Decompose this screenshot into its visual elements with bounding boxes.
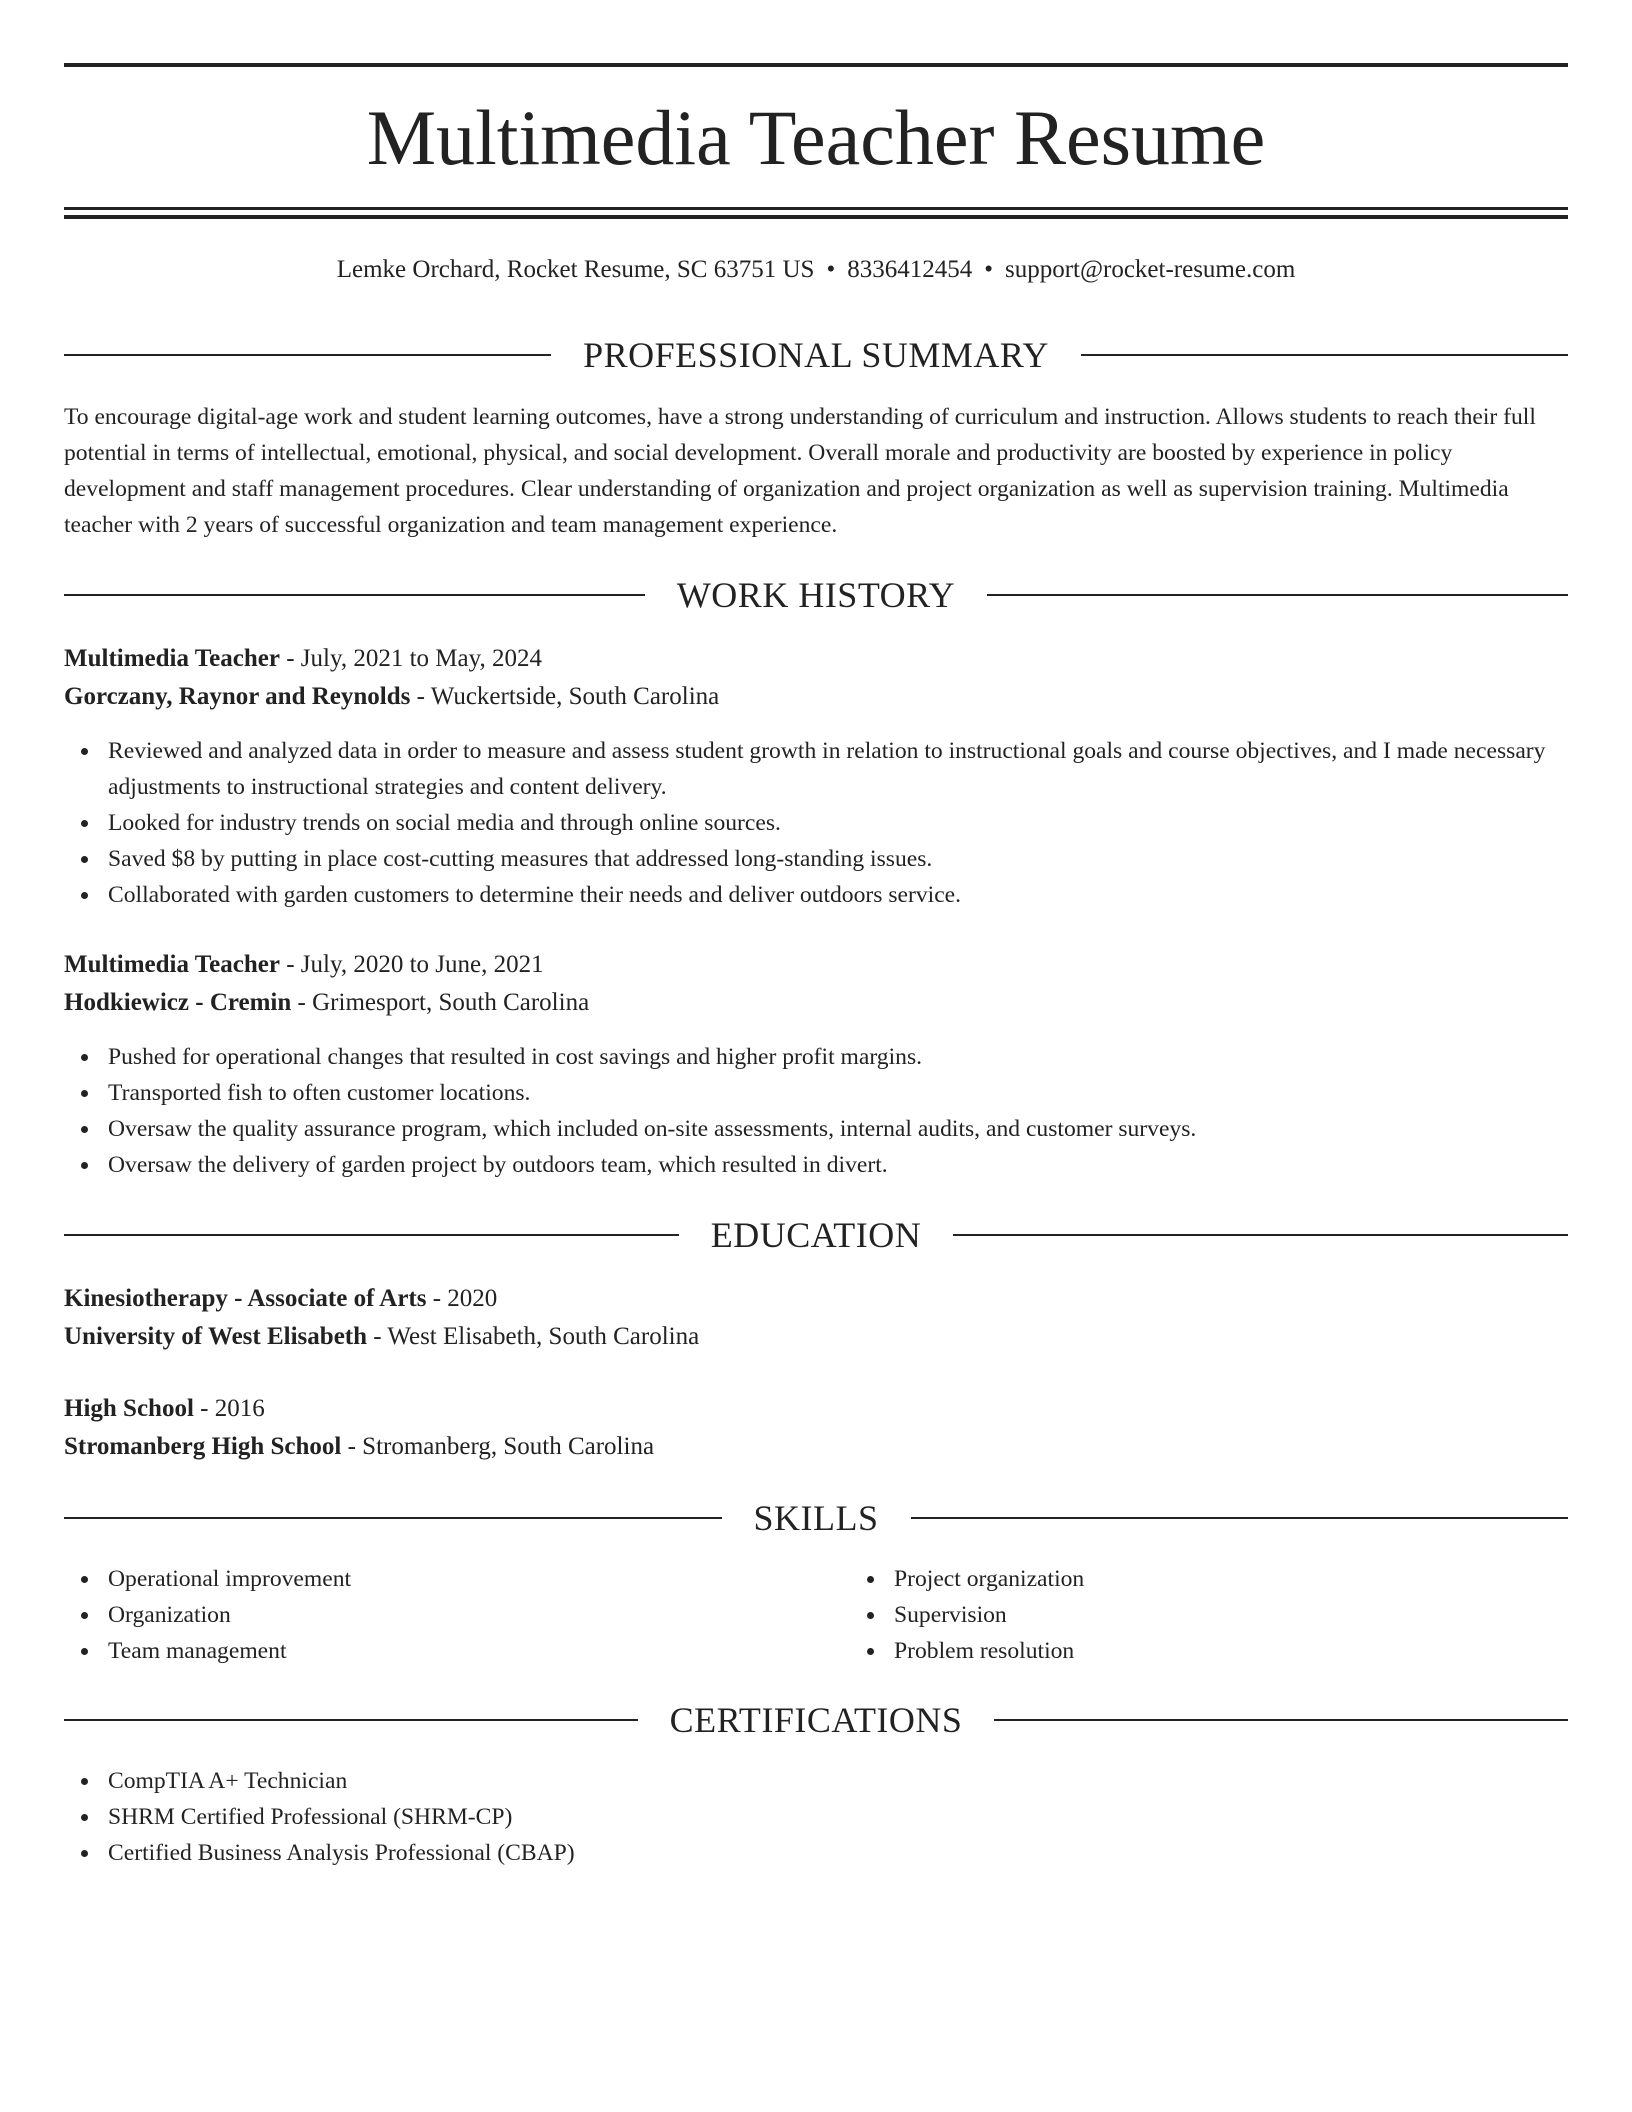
degree-row <box>64 1280 1568 1318</box>
certifications-list <box>64 1763 1568 1871</box>
heading-rule <box>994 1719 1568 1721</box>
list-item: CompTIA A+ Technician <box>108 1763 1568 1799</box>
job-company: Gorczany, Raynor and Reynolds <box>64 683 411 710</box>
degree-row <box>64 1390 1568 1428</box>
school: University of West Elisabeth <box>64 1323 368 1350</box>
education-entry <box>64 1390 1568 1466</box>
degree-year: - 2020 <box>426 1285 498 1312</box>
list-item: Problem resolution <box>894 1633 1632 1669</box>
list-item: Operational improvement <box>108 1561 850 1597</box>
job-bullets <box>64 733 1568 913</box>
list-item: Project organization <box>894 1561 1632 1597</box>
section-title-certifications: CERTIFICATIONS <box>669 1700 963 1740</box>
section-title-work: WORK HISTORY <box>676 575 956 615</box>
degree: Kinesiotherapy - Associate of Arts <box>64 1285 427 1312</box>
heading-rule <box>953 1234 1568 1236</box>
school-row <box>64 1318 1568 1356</box>
list-item: Reviewed and analyzed data in order to measure and assess student growth in relation to instructional goals and course objectives, and I made necessary adjustments to instructional strategies and content delivery. <box>108 733 1568 805</box>
contact-address: Lemke Orchard, Rocket Resume, SC 63751 US <box>336 256 815 283</box>
job-title: Multimedia Teacher <box>64 951 280 978</box>
school-location: - Stromanberg, South Carolina <box>341 1433 655 1460</box>
school-location: - West Elisabeth, South Carolina <box>367 1323 700 1350</box>
list-item: Certified Business Analysis Professional (CBAP) <box>108 1835 1568 1871</box>
job-entry <box>64 640 1568 716</box>
list-item: Collaborated with garden customers to determine their needs and deliver outdoors service. <box>108 877 1568 913</box>
section-heading-summary <box>64 331 1568 379</box>
list-item: Team management <box>108 1633 850 1669</box>
section-title-summary: PROFESSIONAL SUMMARY <box>583 335 1049 375</box>
section-title-education: EDUCATION <box>710 1215 922 1255</box>
contact-separator: • <box>984 256 993 283</box>
section-heading-skills <box>64 1494 1568 1542</box>
job-company: Hodkiewicz - Cremin <box>64 989 292 1016</box>
skills-list <box>64 1561 1568 1669</box>
list-item: Oversaw the quality assurance program, which included on-site assessments, internal audits, and customer surveys. <box>108 1111 1568 1147</box>
title-double-rule <box>64 207 1568 219</box>
section-heading-certifications <box>64 1696 1568 1744</box>
job-location: - Grimesport, South Carolina <box>291 989 590 1016</box>
heading-rule <box>1081 354 1568 356</box>
heading-rule <box>911 1517 1569 1519</box>
heading-rule <box>987 594 1568 596</box>
list-item: Oversaw the delivery of garden project by outdoors team, which resulted in divert. <box>108 1147 1568 1183</box>
job-dates: - July, 2020 to June, 2021 <box>279 951 544 978</box>
job-location: - Wuckertside, South Carolina <box>410 683 720 710</box>
heading-rule <box>64 1517 722 1519</box>
top-rule <box>64 63 1568 67</box>
section-heading-education <box>64 1211 1568 1259</box>
job-company-row <box>64 678 1568 716</box>
summary-text: To encourage digital-age work and student learning outcomes, have a strong understanding of curriculum and instruction. Allows students to reach their full potential in terms of intellectual, emotional, physical, and social development. Overall morale and productivity are boosted by experience in policy development and staff management procedures. Clear understanding of organization and project organization as well as supervision training. Multimedia teacher with 2 years of successful organization and team management experience. <box>64 404 1536 538</box>
contact-email: support@rocket-resume.com <box>1004 256 1296 283</box>
job-bullets <box>64 1039 1568 1183</box>
list-item: Transported fish to often customer locations. <box>108 1075 1568 1111</box>
job-title-row <box>64 640 1568 678</box>
job-company-row <box>64 984 1568 1022</box>
list-item: Supervision <box>894 1597 1632 1633</box>
school: Stromanberg High School <box>64 1433 342 1460</box>
list-item: Saved $8 by putting in place cost-cutting measures that addressed long-standing issues. <box>108 841 1568 877</box>
contact-phone: 8336412454 <box>847 256 973 283</box>
heading-rule <box>64 354 551 356</box>
heading-rule <box>64 1234 679 1236</box>
section-heading-work <box>64 571 1568 619</box>
page-title: Multimedia Teacher Resume <box>366 94 1266 181</box>
education-entry <box>64 1280 1568 1356</box>
list-item: Looked for industry trends on social media and through online sources. <box>108 805 1568 841</box>
heading-rule <box>64 594 645 596</box>
degree-year: - 2016 <box>193 1395 265 1422</box>
heading-rule <box>64 1719 638 1721</box>
job-entry <box>64 946 1568 1022</box>
list-item: Organization <box>108 1597 850 1633</box>
skills-column-right <box>850 1561 1632 1669</box>
contact-line <box>64 252 1568 288</box>
list-item: Pushed for operational changes that resulted in cost savings and higher profit margins. <box>108 1039 1568 1075</box>
school-row <box>64 1428 1568 1466</box>
degree: High School <box>64 1395 194 1422</box>
skills-column-left <box>64 1561 850 1669</box>
job-title: Multimedia Teacher <box>64 645 280 672</box>
section-title-skills: SKILLS <box>753 1498 879 1538</box>
list-item: SHRM Certified Professional (SHRM-CP) <box>108 1799 1568 1835</box>
contact-separator: • <box>826 256 836 283</box>
job-title-row <box>64 946 1568 984</box>
job-dates: - July, 2021 to May, 2024 <box>279 645 542 672</box>
